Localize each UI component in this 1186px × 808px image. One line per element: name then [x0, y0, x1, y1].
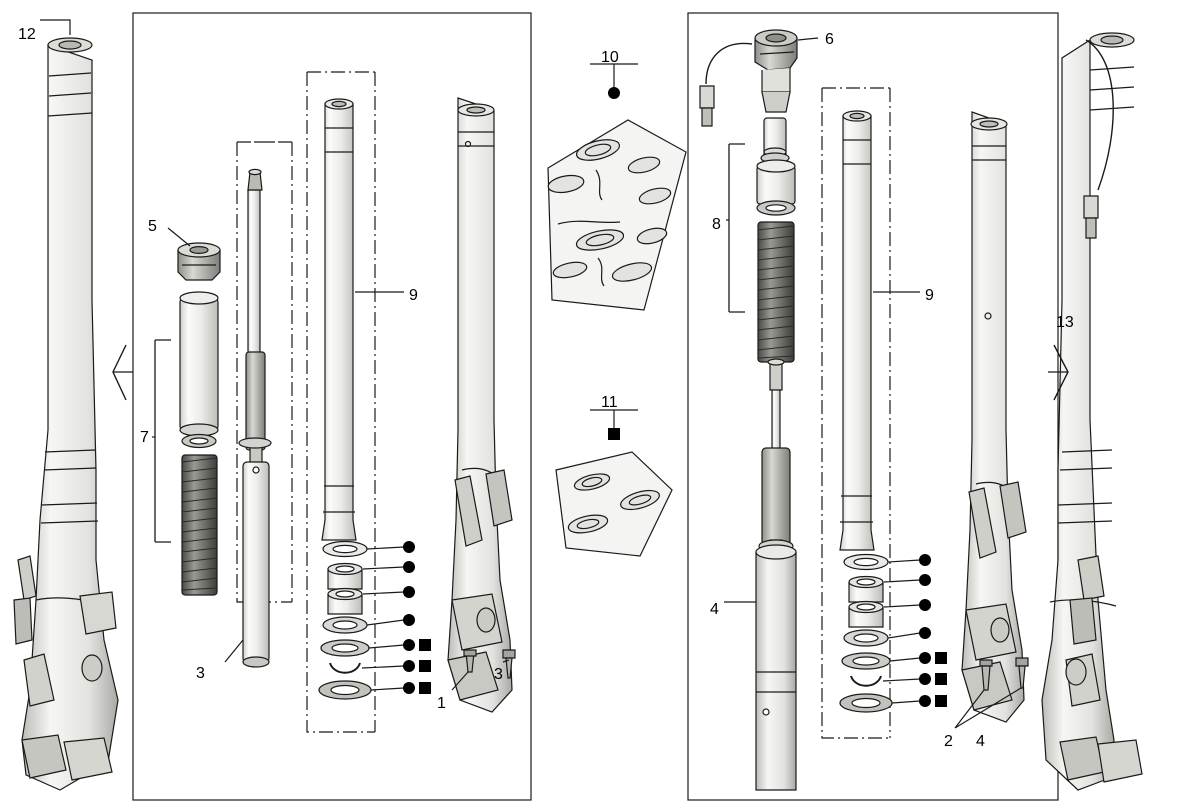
leader-10	[590, 64, 638, 88]
callout-3-right: 3	[494, 666, 503, 683]
part-9-stanchion-left	[322, 99, 356, 540]
callout-5: 5	[148, 218, 157, 235]
part-9-stanchion-right	[840, 111, 874, 550]
callout-9-right: 9	[925, 287, 934, 304]
callout-13: 13	[1056, 314, 1074, 331]
callout-8: 8	[712, 216, 721, 233]
part-11-seal-kit	[556, 452, 672, 556]
part-5-cap	[178, 243, 220, 280]
callout-6: 6	[825, 31, 834, 48]
callout-3-left: 3	[196, 665, 205, 682]
callout-4-right: 4	[976, 733, 985, 750]
callout-10: 10	[601, 49, 619, 66]
callout-12: 12	[18, 26, 36, 43]
callout-4-left: 4	[710, 601, 719, 618]
leader-12	[40, 20, 70, 35]
leader-11	[590, 410, 638, 430]
callout-7: 7	[140, 429, 149, 446]
callout-1: 1	[437, 695, 446, 712]
callout-9-left: 9	[409, 287, 418, 304]
part-10-seal-kit	[547, 120, 686, 310]
assembled-fork-left	[14, 38, 118, 790]
callout-11: 11	[601, 394, 618, 411]
callout-2: 2	[944, 733, 953, 750]
